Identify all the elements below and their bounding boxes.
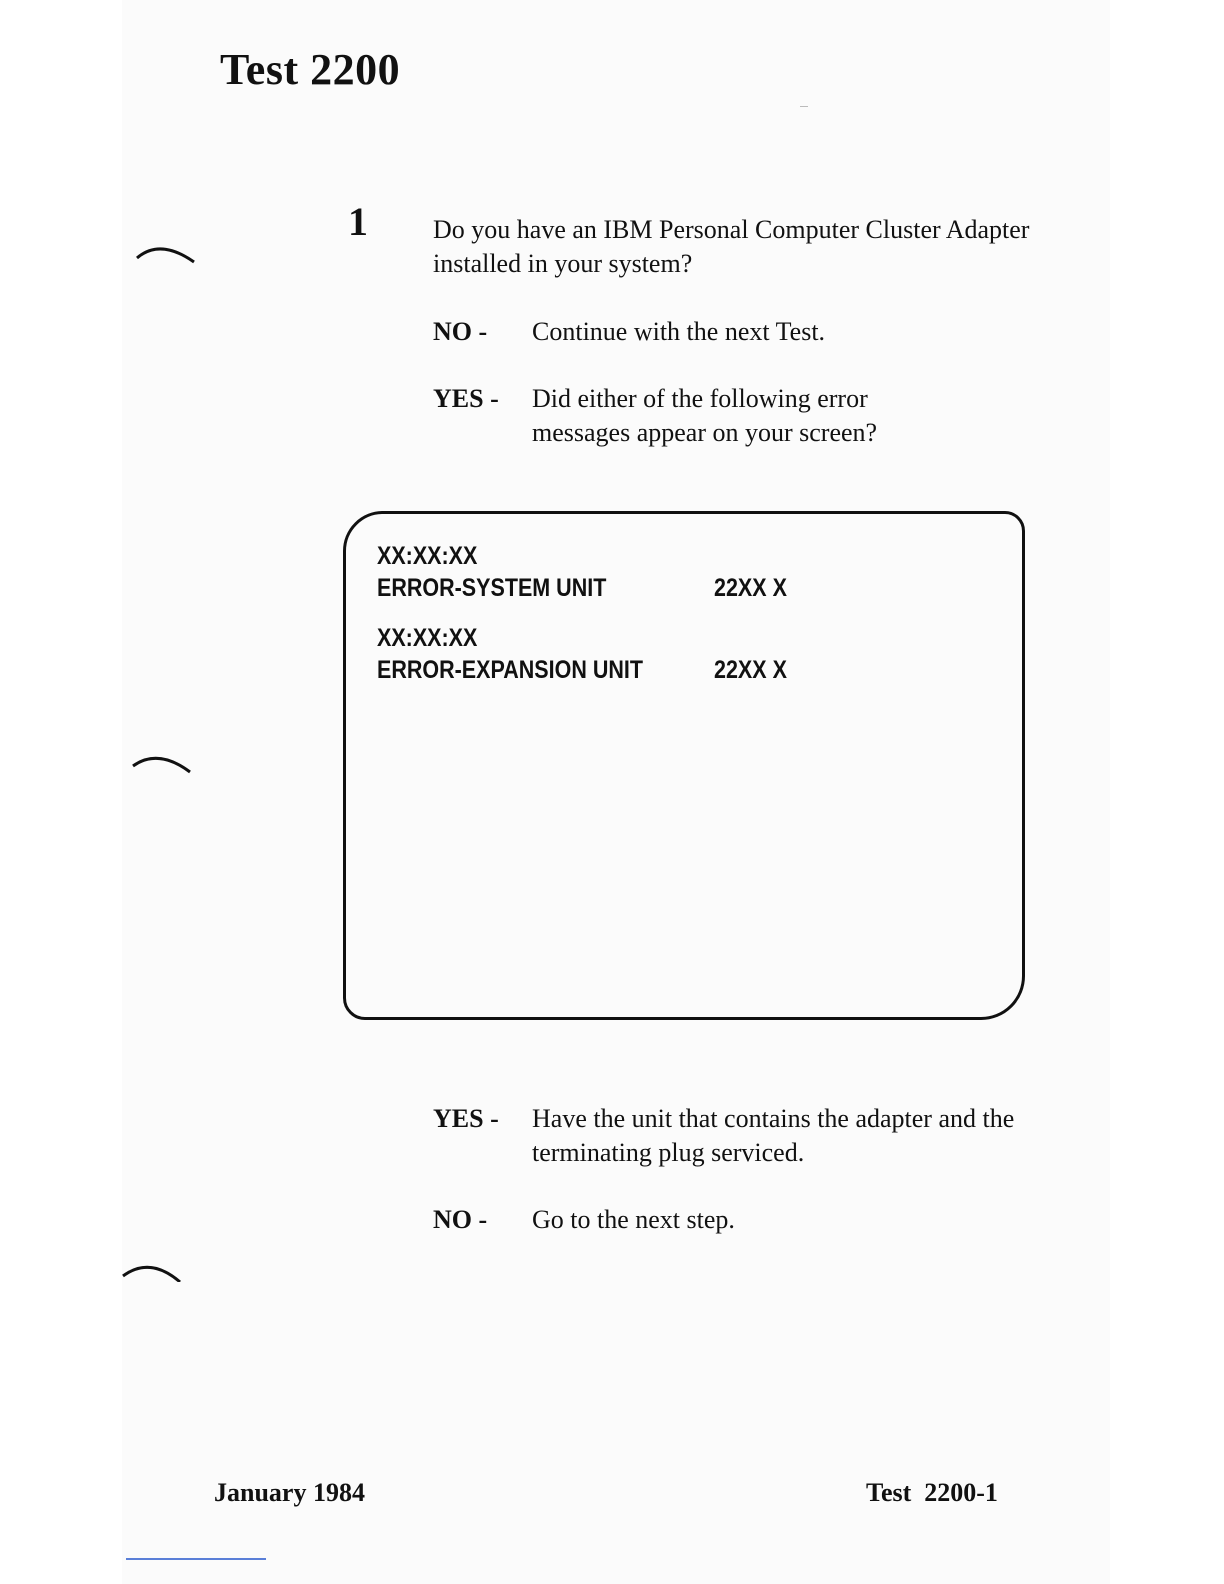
- screen-illustration: [343, 511, 1025, 1020]
- error-message-2: ERROR-EXPANSION UNIT: [377, 656, 643, 684]
- step-question: Do you have an IBM Personal Computer Cluster Adapter installed in your system?: [433, 215, 1030, 278]
- footer-date: January 1984: [214, 1478, 365, 1507]
- yes-answer-text: Did either of the following error messages appear on your screen?: [532, 384, 878, 447]
- binder-hole-arc-icon: [130, 750, 194, 774]
- result-yes-label: YES -: [433, 1104, 499, 1133]
- error-message-1: ERROR-SYSTEM UNIT: [377, 574, 607, 602]
- error-code-2: 22XX X: [714, 656, 787, 684]
- error-code-1: 22XX X: [714, 574, 787, 602]
- step-number: 1: [348, 199, 368, 244]
- page-title: Test 2200: [220, 45, 401, 94]
- binder-hole-arc-icon: [134, 240, 198, 264]
- footer-page-id: Test 2200-1: [866, 1478, 998, 1507]
- result-no-label: NO -: [433, 1205, 488, 1234]
- edge-line: [126, 1558, 266, 1560]
- scan-speck: [800, 106, 808, 107]
- result-no-text: Go to the next step.: [532, 1205, 735, 1234]
- binder-hole-arc-icon: [120, 1258, 184, 1282]
- no-label: NO -: [433, 317, 488, 346]
- no-answer-text: Continue with the next Test.: [532, 317, 826, 346]
- error-time-1: XX:XX:XX: [377, 542, 478, 570]
- result-yes-text: Have the unit that contains the adapter and the terminating plug serviced.: [532, 1104, 1015, 1167]
- yes-label: YES -: [433, 384, 499, 413]
- error-time-2: XX:XX:XX: [377, 624, 478, 652]
